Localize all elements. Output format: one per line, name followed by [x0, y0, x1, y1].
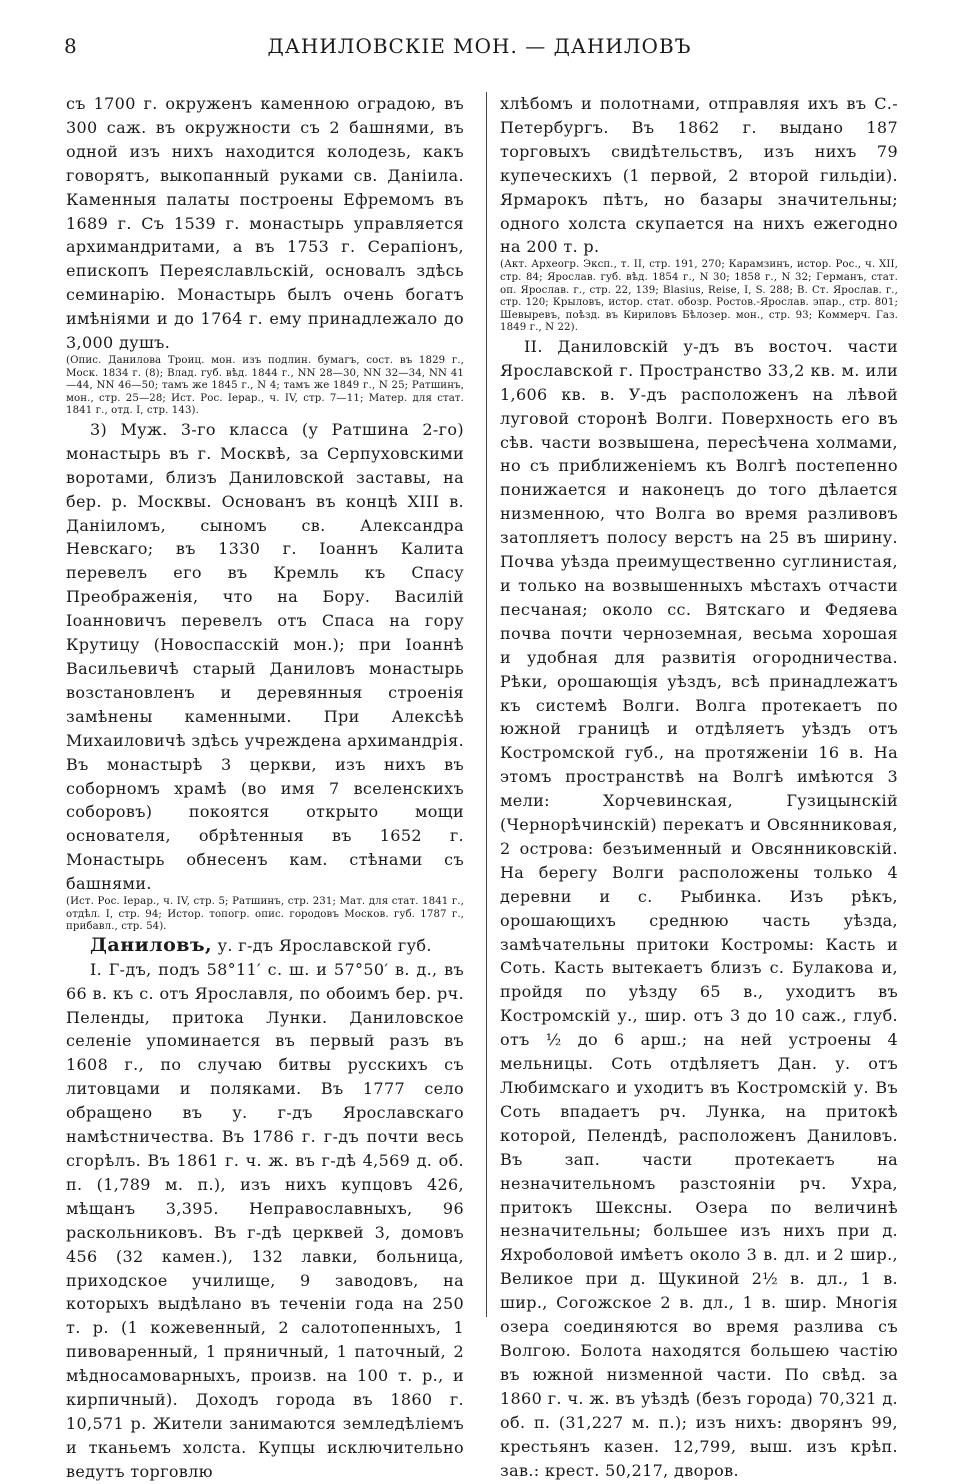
right-paragraph-1: хлѣбомъ и полотнами, отправляя ихъ въ С.-Петербургъ. Въ 1862 г. выдано 187 торговыхъ свидѣтельствъ, изъ нихъ 79 купеческихъ (1 первой, 2 второй гильдіи). Ярмарокъ пѣтъ, но базары значительны; одного холста скупается на нихъ ежегодно на 200 т. р. [500, 94, 898, 257]
left-paragraph-3: I. Г-дъ, подъ 58°11′ с. ш. и 57°50′ в. д., въ 66 в. къ с. отъ Ярославля, по обоимъ бер. рч. Пеленды, притока Лунки. Даниловское селеніе упоминается въ первый разъ въ 1608 г., по случаю битвы русскихъ съ литовцами и поляками. Въ 1777 село обращено въ у. г-дъ Ярославскаго намѣстничества. Въ 1786 г. г-дъ почти весь сгорѣлъ. Въ 1861 г. ч. ж. въ г-дѣ 4,569 д. об. п. (1,789 м. п.), изъ нихъ купцовъ 426, мѣщанъ 3,395. Неправославныхъ, 96 раскольниковъ. Въ г-дѣ церквей 3, домовъ 456 (32 камен.), 132 лавки, больница, приходское училище, 9 заводовъ, на которыхъ выдѣлано въ теченіи года на 250 т. р. (1 кожевенный, 2 салотопенныхъ, 1 пивоваренный, 1 пряничный, 1 паточный, 2 мѣдносамоварныхъ, произв. на 100 т. р., и кирпичный). Доходъ города въ 1860 г. 10,571 р. Жители занимаются земледѣліемъ и тканьемъ холста. Купцы исключительно ведутъ торговлю [66, 959, 464, 1481]
page-number: 8 [64, 34, 77, 58]
left-column [66, 92, 464, 1484]
page-header [64, 34, 895, 62]
left-paragraph-2: 3) Муж. 3-го класса (у Ратшина 2-го) монастырь въ г. Москвѣ, за Серпуховскими воротами, близъ Даниловской заставы, на бер. р. Москвы. Основанъ въ концѣ XIII в. Даніиломъ, сыномъ св. Александра Невскаго; въ 1330 г. Іоаннъ Калита перевелъ его въ Кремль къ Спасу Преображенія, что на Бору. Василій Іоанновичъ перевелъ отъ Спаса на гору Крутицу (Новоспасскій мон.); при Іоаннѣ Васильевичѣ старый Даниловъ монастырь возстановленъ и деревянныя строенія замѣнены каменными. При Алексѣѣ Михаиловичѣ здѣсь учреждена архимандрія. Въ монастырѣ 3 церкви, изъ нихъ въ соборномъ храмѣ (во имя 7 вселенскихъ соборовъ) покоятся открыто мощи основателя, обрѣтенныя въ 1652 г. Монастырь обнесенъ кам. стѣнами съ башнями. [66, 419, 464, 894]
left-footnote-2: (Ист. Рос. Іерар., ч. IV, стр. 5; Ратшинъ, стр. 231; Мат. для стат. 1841 г., отдѣл. I, стр. 94; Истор. топогр. опис. городовъ Москов. губ. 1787 г., прибавл., стр. 54). [66, 896, 464, 933]
entry-heading-rest: у. г-дъ Ярославской губ. [212, 935, 432, 955]
left-paragraph-1: съ 1700 г. окруженъ каменною оградою, въ 300 саж. въ окружности съ 2 башнями, въ одной изъ нихъ находится колодезь, какъ говорятъ, выкопанный руками св. Даніила. Каменныя палаты построены Ефремомъ въ 1689 г. Съ 1539 г. монастырь управляется архимандритами, а въ 1753 г. Серапіонъ, епископъ Переяславльскій, основалъ здѣсь семинарію. Монастырь былъ очень богатъ имѣніями и до 1764 г. ему принадлежало до 3,000 душъ. [66, 94, 464, 353]
right-paragraph-2: II. Даниловскій у-дъ въ восточ. части Ярославской г. Пространство 33,2 кв. м. или 1,606 кв. в. У-дъ расположенъ на лѣвой луговой сторонѣ Волги. Поверхность его въ сѣв. части возвышена, пересѣчена холмами, но съ приближеніемъ къ Волгѣ постепенно понижается и наконецъ до того дѣлается низменною, что Волга во время разливовъ затопляетъ полосу верстъ на 25 въ ширину. Почва уѣзда преимущественно суглинистая, и только на возвышенныхъ мѣстахъ отчасти песчаная; около сс. Вятскаго и Федяева почва почти черноземная, весьма хорошая и удобная для развитія огородничества. Рѣки, орошающія уѣздъ, всѣ принадлежатъ къ системѣ Волги. Волга протекаетъ по южной границѣ и отдѣляетъ уѣздъ отъ Костромской губ., на протяженіи 16 в. На этомъ пространствѣ на Волгѣ имѣются 3 мели: Хорчевинская, Гузицынскій (Чернорѣчинскій) перекатъ и Овсянниковая, 2 острова: безъименный и Овсянниковскій. На берегу Волги расположены только 4 деревни и с. Рыбинка. Изъ рѣкъ, орошающихъ среднюю часть уѣзда, замѣчательны притоки Костромы: Касть и Соть. Касть вытекаетъ близъ с. Булакова и, пройдя по уѣзду 65 в., уходитъ въ Костромскій у., шир. отъ 3 до 10 саж., глуб. отъ ½ до 6 арш.; на ней устроены 4 мельницы. Соть отдѣляетъ Дан. у. отъ Любимскаго и уходитъ въ Костромскій у. Въ Соть впадаетъ рч. Лунка, на притокѣ которой, Пелендѣ, расположенъ Даниловъ. Въ зап. части протекаетъ на незначительномъ разстояніи рч. Ухра, притокъ Шексны. Озера по величинѣ незначительны; большее изъ нихъ при д. Яхроболовой имѣетъ около 3 в. дл. и 2 шир., Великое при д. Щукиной 2½ в. дл., 1 в. шир., Согожское 2 в. дл., 1 в. шир. Многія озера соединяются во время разлива съ Волгою. Болота находятся большею частію въ южной низменной части. По свѣд. за 1860 г. ч. ж. въ уѣздѣ (безъ города) 70,321 д. об. п. (31,227 м. п.); изъ нихъ: дворянъ 99, крестьянъ казен. 12,799, выш. изъ крѣп. зав.: крест. 50,217, дворов. [500, 336, 898, 1480]
left-footnote-1: (Опис. Данилова Троиц. мон. изъ подлин. бумагъ, сост. въ 1829 г., Моск. 1834 г. (8); Влад. губ. вѣд. 1844 г., NN 28—30, NN 32—34, NN 41—44, NN 46—50; тамъ же 1845 г., N 4; тамъ же 1849 г., N 25; Ратшинъ, мон., стр. 25—28; Ист. Рос. Іерар., ч. IV, стр. 7—11; Матер. для стат. 1841 г., отд. I, стр. 143). [66, 354, 464, 417]
entry-heading: Даниловъ, [90, 933, 213, 956]
running-head: ДАНИЛОВСКІЕ МОН. — ДАНИЛОВЪ [267, 34, 692, 58]
right-footnote-1: (Акт. Археогр. Эксп., т. II, стр. 191, 270; Карамзинъ, истор. Рос., ч. XII, стр. 84; Ярослав. губ. вѣд. 1854 г., N 30; 1858 г., N 32; Германъ, стат. оп. Ярослав. г., стр. 22, 139; Blasius, Reise, I, S. 288; В. Ст. Ярослав. г., стр. 120; Крыловъ, истор. стат. обозр. Ростов.-Ярослав. эпар., стр. 801; Шевыревъ, поѣзд. въ Кириловъ Бѣлозер. мон., стр. 93; Коммерч. Газ. 1849 г., N 22). [500, 259, 898, 334]
right-column [500, 92, 898, 1482]
entry-heading-line [66, 934, 464, 958]
column-divider [486, 92, 487, 1317]
